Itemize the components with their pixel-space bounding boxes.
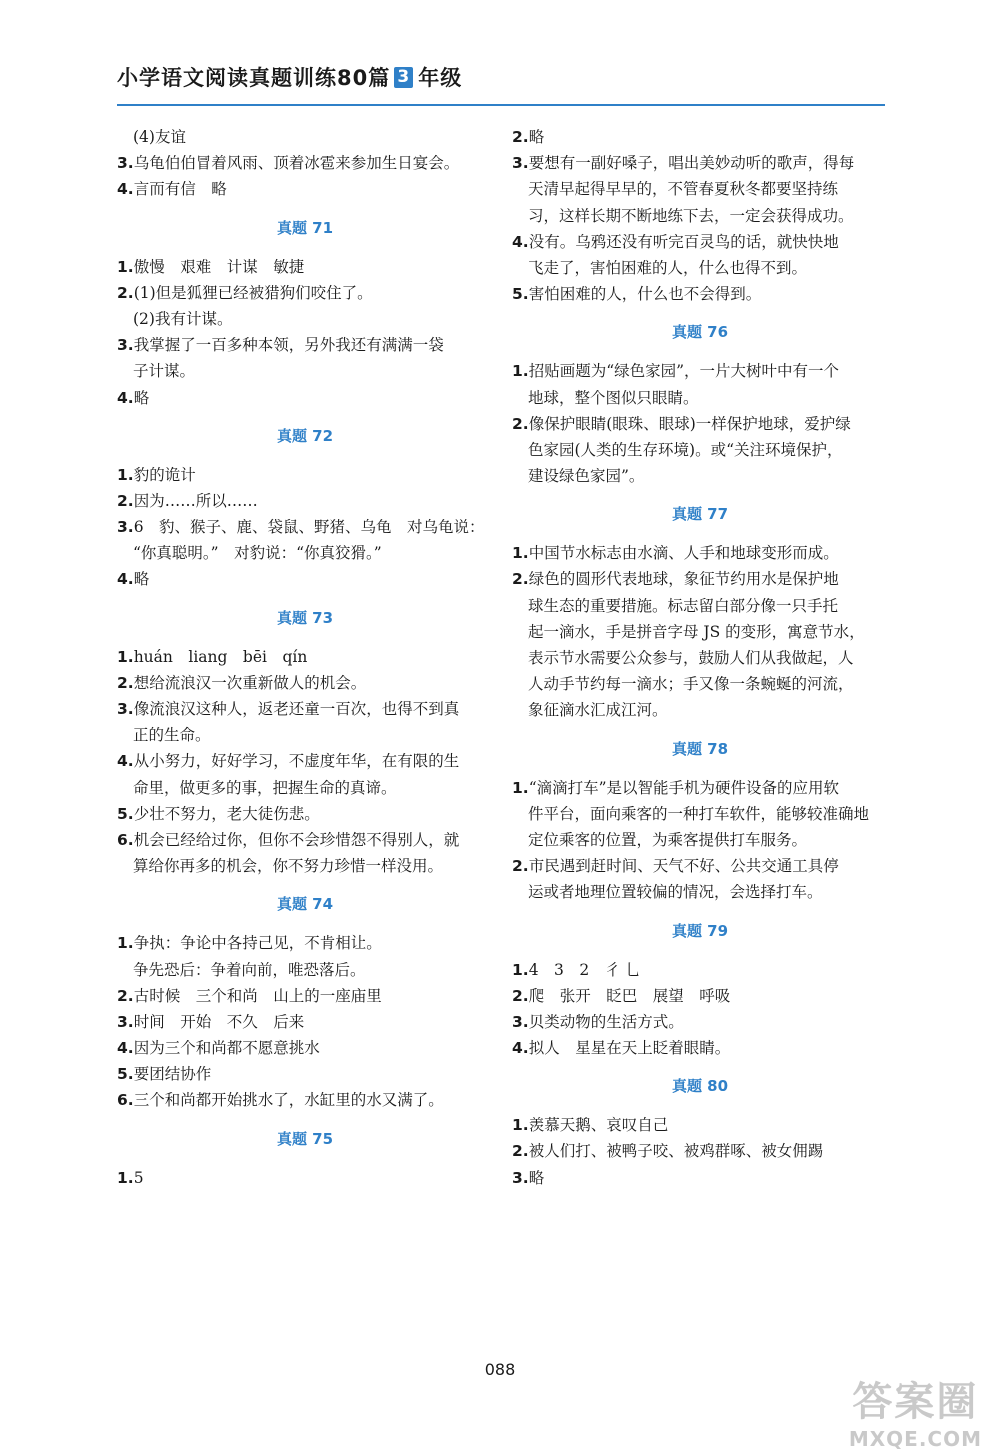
watermark-logo [849,1370,982,1451]
answer-line [512,1009,888,1035]
answer-line [512,879,888,905]
page-number: 088 [484,1360,516,1379]
watermark-url: MXQE.COM [848,1427,982,1451]
answer-line [512,566,888,592]
answer-text: 件平台，面向乘客的一种打车软件，能够较准确地 [528,804,870,823]
answer-line [512,463,888,489]
answer-text: 要想有一副好嗓子，唱出美妙动听的歌声，得每 [528,154,855,173]
answer-text: 拟人 星星在天上眨着眼睛。 [528,1039,731,1058]
question-number: 6. [117,830,134,849]
answer-text: 表示节水需要公众参与，鼓励人们从我做起，人 [528,649,854,667]
question-number: 2. [117,986,134,1005]
answer-line [117,644,493,670]
answer-text: 没有。乌鸦还没有听完百灵鸟的话，就快快地 [528,232,839,251]
answer-line [512,437,888,463]
answer-line [117,670,493,696]
question-number: 1. [117,465,134,484]
answer-text: 起一滴水，手是拼音字母 JS 的变形，寓意节水， [528,622,865,641]
answer-text: 争执：争论中各持己见，不肯相让。 [133,934,382,953]
question-number: 4. [512,232,529,251]
answer-line [512,540,888,566]
answer-line [117,983,493,1009]
answer-text: 羡慕天鹅、哀叹自己 [528,1116,669,1135]
answer-text: 建设绿色家园”。 [528,467,645,486]
answer-line [117,957,493,983]
answer-text: 略 [528,128,545,146]
section-heading: 真题 73 [276,608,334,627]
answer-text: 略 [528,1168,545,1187]
answer-text: 言而有信 略 [133,180,227,199]
answer-text: 被人们打、被鸭子咬、被鸡群啄、被女佣踢 [528,1142,824,1161]
answer-line [117,696,493,722]
question-number: 4. [117,752,134,771]
question-number: 3. [117,700,134,718]
question-number: 1. [117,647,134,666]
answer-text: 命里，做更多的事，把握生命的真谛。 [133,778,397,797]
answer-line [512,229,888,255]
section-heading: 真题 72 [276,426,334,445]
answer-text: 少壮不努力，老大徒伤悲。 [133,804,320,823]
watermark-text: 答案圈 [852,1379,979,1425]
answer-line [512,957,888,983]
answer-text: 市民遇到赶时间、天气不好、公共交通工具停 [528,857,839,876]
question-number: 6. [117,1091,134,1110]
question-number: 2. [512,1142,529,1161]
question-number: 1. [512,362,529,381]
question-number: 4. [117,180,134,199]
answer-text: 像流浪汉这种人，返老还童一百次，也得不到真 [133,700,460,718]
section-heading: 真题 76 [671,323,729,342]
answer-text: 象征滴水汇成江河。 [528,701,668,720]
answer-text: 算给你再多的机会，你不努力珍惜一样没用。 [133,857,444,876]
answer-text: 三个和尚都开始挑水了，水缸里的水又满了。 [133,1091,444,1110]
answer-line [117,722,493,748]
answer-line [117,853,493,879]
question-number: 4. [117,1039,134,1058]
question-number: 3. [117,336,134,355]
answer-line [512,645,888,671]
answer-text: 害怕困难的人，什么也不会得到。 [528,285,762,304]
answer-text: huán liang bēi qín [133,647,308,666]
question-number: 1. [512,544,529,563]
answer-line [512,983,888,1009]
section-heading: 真题 74 [276,895,334,914]
question-number: 5. [512,285,529,304]
answer-text: 我掌握了一百多种本领，另外我还有满满一袋 [133,336,444,355]
answer-text: 略 [133,570,150,589]
answer-line [117,1061,493,1087]
answer-text: 古时候 三个和尚 山上的一座庙里 [133,986,382,1005]
answer-text: 因为……所以…… [133,491,258,510]
answer-text: 球生态的重要措施。标志留白部分像一只手托 [528,596,839,615]
section-heading: 真题 78 [671,739,729,758]
answer-line [117,176,493,202]
answer-line [117,150,493,176]
answer-line [117,930,493,956]
answer-text: 想给流浪汉一次重新做人的机会。 [133,673,367,692]
question-number: 2. [512,414,529,433]
answer-line [117,124,493,150]
answer-text: 贝类动物的生活方式。 [528,1012,684,1031]
answer-line [512,150,888,176]
answer-text: 因为三个和尚都不愿意挑水 [133,1039,320,1058]
left-column [117,124,493,1191]
answer-text: 子计谋。 [133,362,196,381]
question-number: 1. [117,257,134,276]
answer-text: 运或者地理位置较偏的情况，会选择打车。 [528,883,823,902]
question-number: 2. [117,491,134,510]
answer-text: 时间 开始 不久 后来 [133,1012,305,1031]
question-number: 3. [117,1012,134,1031]
question-number: 1. [117,1168,134,1187]
answer-line [117,748,493,774]
answer-text: (2)我有计谋。 [133,309,233,328]
answer-line [512,411,888,437]
answer-line [117,385,493,411]
answer-line [117,775,493,801]
section-heading: 真题 77 [671,505,729,524]
answer-line [117,358,493,384]
question-number: 1. [117,934,134,953]
answer-text: 飞走了，害怕困难的人，什么也得不到。 [528,258,808,277]
answer-text: 正的生命。 [133,726,211,745]
answer-line [117,1087,493,1113]
question-number: 5. [117,804,134,823]
answer-line [512,1035,888,1061]
answer-text: “滴滴打车”是以智能手机为硬件设备的应用软 [528,778,840,797]
question-number: 4. [512,1039,529,1058]
answer-text: 豹的诡计 [133,465,196,484]
book-title [117,62,462,92]
answer-line [117,254,493,280]
section-heading: 真题 75 [276,1129,334,1148]
answer-line [117,827,493,853]
answer-line [117,462,493,488]
question-number: 1. [512,1116,529,1135]
question-number: 2. [512,857,529,876]
question-number: 3. [117,154,134,173]
answer-line [512,1165,888,1191]
answer-line [117,566,493,592]
section-heading: 真题 80 [671,1077,729,1096]
question-number: 1. [512,778,529,797]
answer-line [512,176,888,202]
question-number: 3. [512,154,529,173]
answer-line [512,281,888,307]
book-title-suffix: 年级 [418,66,463,90]
answer-line [512,593,888,619]
answer-line [117,801,493,827]
answer-text: “你真聪明。” 对豹说：“你真狡猾。” [133,544,382,563]
grade-badge: 3 [394,67,413,88]
question-number: 5. [117,1065,134,1084]
section-heading: 真题 71 [276,218,334,237]
answer-text: 略 [133,388,150,407]
question-number: 4. [117,388,134,407]
answer-text: 爬 张开 眨巴 展望 呼吸 [528,986,731,1005]
question-number: 2. [512,986,529,1005]
header-divider [117,104,885,106]
section-heading: 真题 79 [671,921,729,940]
question-number: 3. [512,1012,529,1031]
answer-line [512,255,888,281]
answer-line [117,332,493,358]
answer-line [117,1035,493,1061]
question-number: 4. [117,570,134,589]
answer-text: 人动手节约每一滴水；手又像一条蜿蜒的河流， [528,675,854,694]
answer-line [512,801,888,827]
question-number: 3. [117,518,134,537]
answer-line [512,619,888,645]
answer-line [512,1112,888,1138]
answer-line [117,306,493,332]
question-number: 2. [512,128,529,146]
answer-line [117,280,493,306]
question-number: 3. [512,1168,529,1187]
book-title-main: 小学语文阅读真题训练80篇 [117,66,391,90]
answer-text: 绿色的圆形代表地球，象征节约用水是保护地 [528,570,839,589]
answer-text: 习，这样长期不断地练下去，一定会获得成功。 [528,206,854,225]
answer-line [117,514,493,540]
answer-line [512,827,888,853]
answer-line [512,358,888,384]
answer-line [512,697,888,723]
answer-text: 色家园(人类的生存环境)。或“关注环境保护， [528,440,843,459]
answer-text: 招贴画题为“绿色家园”，一片大树叶中有一个 [528,362,840,381]
answer-line [512,1138,888,1164]
answer-text: (1)但是狐狸已经被猎狗们咬住了。 [133,283,373,302]
answer-text: 5 [133,1168,144,1187]
answer-line [512,775,888,801]
right-column [512,124,888,1191]
answer-text: 像保护眼睛(眼珠、眼球)一样保护地球，爱护绿 [528,414,851,433]
answer-line [117,488,493,514]
answer-text: 地球，整个图似只眼睛。 [528,388,699,407]
answer-text: 天清早起得早早的，不管春夏秋冬都要坚持练 [528,180,839,199]
question-number: 1. [512,960,529,979]
answer-text: 傲慢 艰难 计谋 敏捷 [133,257,305,276]
answer-text: 中国节水标志由水滴、人手和地球变形而成。 [528,544,839,563]
answer-line [512,671,888,697]
answer-text: 要团结协作 [133,1065,212,1084]
answer-line [117,1009,493,1035]
answer-line [512,853,888,879]
answer-line [512,203,888,229]
answer-line [117,1165,493,1191]
answer-text: 乌龟伯伯冒着风雨、顶着冰雹来参加生日宴会。 [133,154,460,173]
question-number: 2. [117,283,134,302]
question-number: 2. [512,570,529,589]
answer-line [117,540,493,566]
answer-text: 争先恐后：争着向前，唯恐落后。 [133,960,366,979]
answer-line [512,385,888,411]
answer-text: (4)友谊 [133,128,186,146]
answer-text: 定位乘客的位置，为乘客提供打车服务。 [528,830,808,849]
question-number: 2. [117,673,134,692]
answer-text: 6 豹、猴子、鹿、袋鼠、野猪、乌龟 对乌龟说： [133,518,485,537]
answer-text: 从小努力，好好学习，不虚度年华，在有限的生 [133,752,460,771]
answer-text: 机会已经给过你，但你不会珍惜怨不得别人，就 [133,830,460,849]
answer-text: 4 3 2 彳 乚 [528,960,641,979]
answer-line [512,124,888,150]
